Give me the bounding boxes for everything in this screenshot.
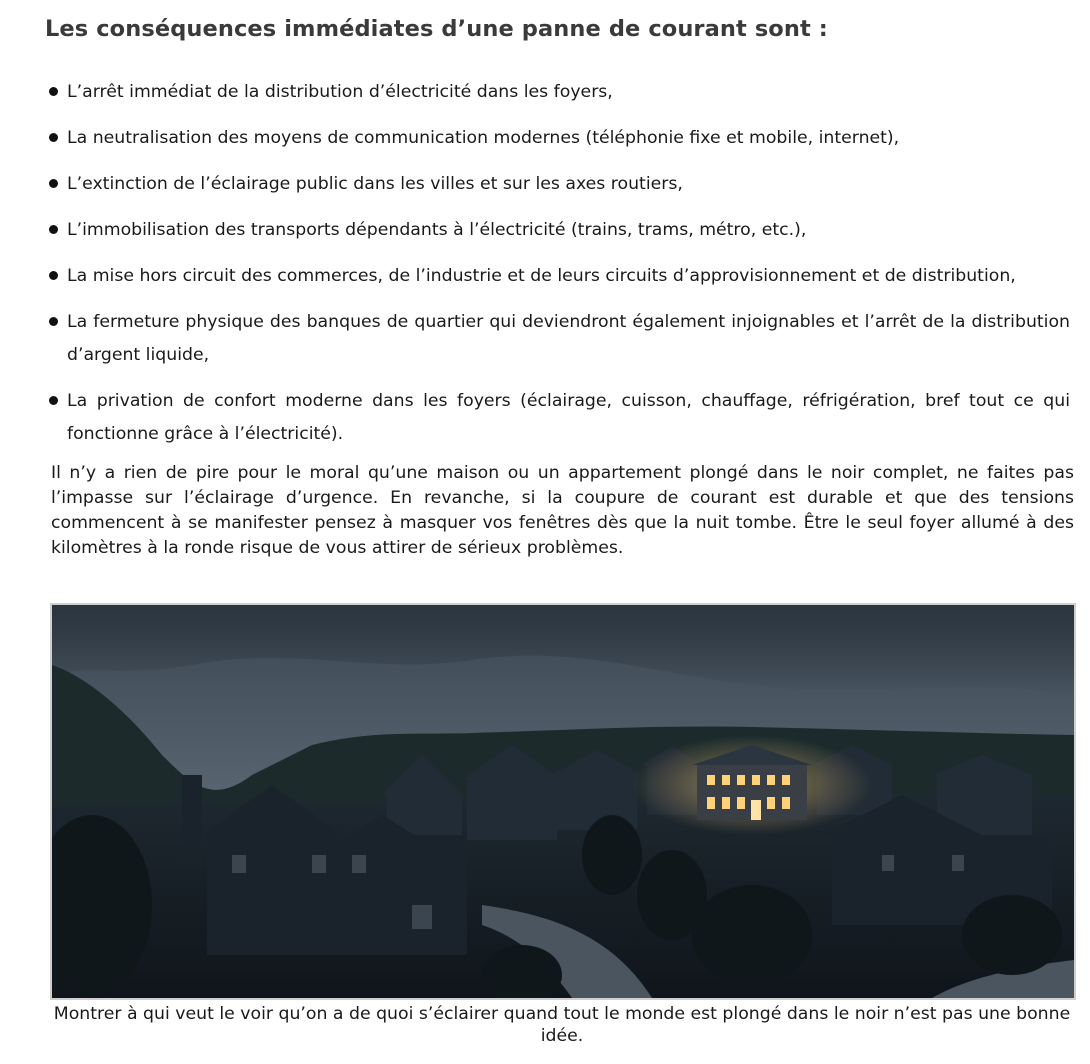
bullet-dot-icon [49, 179, 58, 188]
bullet-dot-icon [49, 396, 58, 405]
figure-caption: Montrer à qui veut le voir qu’on a de quoi s’éclairer quand tout le monde est plongé dans le noir n’est pas une bonne idée. [53, 1004, 1071, 1046]
list-item [48, 260, 1070, 293]
list-item-text: La mise hors circuit des commerces, de l’industrie et de leurs circuits d’approvisionnement et de distribution, [67, 266, 1016, 286]
bullet-dot-icon [49, 133, 58, 142]
list-item [48, 122, 1070, 155]
list-item [48, 306, 1070, 372]
bullet-dot-icon [49, 87, 58, 96]
list-item-text: La neutralisation des moyens de communication modernes (téléphonie fixe et mobile, internet), [67, 128, 900, 148]
list-item-text: L’extinction de l’éclairage public dans les villes et sur les axes routiers, [67, 174, 683, 194]
list-item-text: La privation de confort moderne dans les foyers (éclairage, cuisson, chauffage, réfrigération, bref tout ce qui fonctionne grâce à l’électricité). [67, 391, 1070, 444]
list-item-text: L’arrêt immédiat de la distribution d’électricité dans les foyers, [67, 82, 613, 102]
list-item-text: La fermeture physique des banques de quartier qui deviendront également injoignables et l’arrêt de la distribution d’argent liquide, [67, 312, 1070, 365]
lit-house [632, 735, 872, 835]
list-item [48, 214, 1070, 247]
consequences-list [48, 76, 1070, 464]
bullet-dot-icon [49, 271, 58, 280]
bullet-dot-icon [49, 317, 58, 326]
night-neighborhood-image [50, 603, 1076, 1000]
list-item [48, 385, 1070, 451]
list-item [48, 168, 1070, 201]
list-item [48, 76, 1070, 109]
body-paragraph: Il n’y a rien de pire pour le moral qu’une maison ou un appartement plongé dans le noir complet, ne faites pas l’impasse sur l’éclairage d’urgence. En revanche, si la coupure de courant est durable et que des tensions commencent à se manifester pensez à masquer vos fenêtres dès que la nuit tombe. Être le seul foyer allumé à des kilomètres à la ronde risque de vous attirer de sérieux problèmes. [51, 463, 1074, 558]
night-scene-illustration [52, 605, 1074, 998]
list-item-text: L’immobilisation des transports dépendants à l’électricité (trains, trams, métro, etc.), [67, 220, 807, 240]
bullet-dot-icon [49, 225, 58, 234]
section-heading: Les conséquences immédiates d’une panne de courant sont : [45, 16, 828, 42]
